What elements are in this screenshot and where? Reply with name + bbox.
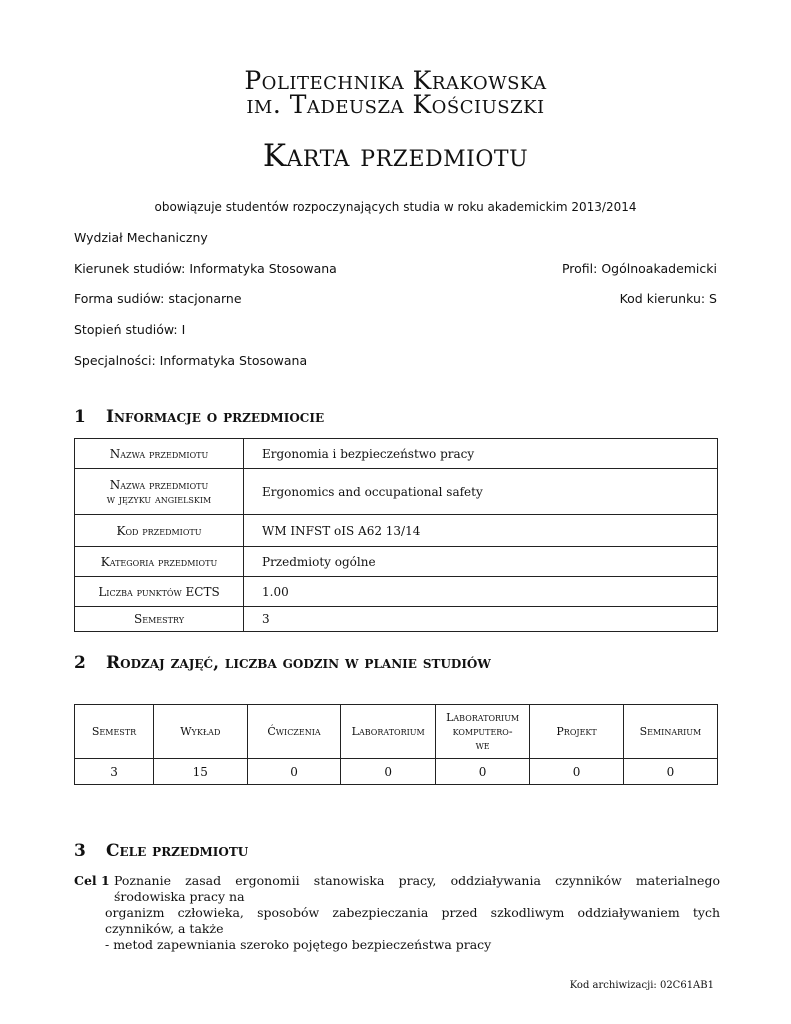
field-code: Kod kierunku: S <box>619 291 717 306</box>
table-row <box>75 515 718 547</box>
course-goal <box>74 873 720 953</box>
row-value: Ergonomics and occupational safety <box>244 469 718 515</box>
row-value: 1.00 <box>244 577 718 607</box>
field-of-study: Kierunek studiów: Informatyka Stosowana <box>74 261 337 276</box>
row-value: Ergonomia i bezpieczeństwo pracy <box>244 439 718 469</box>
value-computer-lab: 0 <box>435 759 529 785</box>
value-exercises: 0 <box>247 759 341 785</box>
table-header-row <box>75 705 718 759</box>
section-3-title: Cele przedmiotu <box>106 841 249 861</box>
table-row <box>75 439 718 469</box>
header-project: Projekt <box>530 705 624 759</box>
row-key: Liczba punktów ECTS <box>75 577 244 607</box>
header-seminar: Seminarium <box>623 705 717 759</box>
section-3-number: 3 <box>74 841 86 861</box>
goal-label: Cel 1 <box>74 873 110 888</box>
specialization: Specjalności: Informatyka Stosowana <box>74 353 308 368</box>
course-info-table <box>74 438 718 632</box>
archive-code: Kod archiwizacji: 02C61AB1 <box>569 980 714 991</box>
row-key: Kategoria przedmiotu <box>75 547 244 577</box>
section-3-heading <box>74 841 248 861</box>
class-hours-table <box>74 704 718 785</box>
row-key-line1: Nazwa przedmiotu <box>109 477 209 492</box>
row-value: WM INFST oIS A62 13/14 <box>244 515 718 547</box>
table-row <box>75 547 718 577</box>
validity-note: obowiązuje studentów rozpoczynających studia w roku akademickim 2013/2014 <box>154 200 637 214</box>
goal-line2: organizm człowieka, sposobów zabezpieczania przed szkodliwym oddziaływaniem tych czynników, a także <box>105 905 720 936</box>
section-2-heading <box>74 653 491 673</box>
row-value: Przedmioty ogólne <box>244 547 718 577</box>
section-1-title: Informacje o przedmiocie <box>106 407 325 427</box>
document-title: Karta przedmiotu <box>262 138 529 174</box>
study-form: Forma sudiów: stacjonarne <box>74 291 242 306</box>
value-laboratory: 0 <box>341 759 435 785</box>
table-row <box>75 759 718 785</box>
row-key: Kod przedmiotu <box>75 515 244 547</box>
section-2-number: 2 <box>74 653 86 673</box>
profile: Profil: Ogólnoakademicki <box>561 261 717 276</box>
row-value: 3 <box>244 607 718 632</box>
row-key-line2: w języku angielskim <box>106 491 212 506</box>
table-row <box>75 469 718 515</box>
row-key <box>75 469 244 515</box>
goal-line1: Poznanie zasad ergonomii stanowiska pracy, oddziaływania czynników materialnego środowiska pracy na <box>114 873 720 904</box>
university-name-line2: im. Tadeusza Kościuszki <box>246 90 545 119</box>
row-key: Nazwa przedmiotu <box>75 439 244 469</box>
header-lecture: Wykład <box>154 705 248 759</box>
table-row <box>75 577 718 607</box>
computer-lab-line1: Laboratorium <box>446 710 520 724</box>
value-seminar: 0 <box>623 759 717 785</box>
value-project: 0 <box>530 759 624 785</box>
header-semester: Semestr <box>75 705 154 759</box>
table-row <box>75 607 718 632</box>
header-exercises: Ćwiczenia <box>247 705 341 759</box>
header-computer-lab <box>435 705 529 759</box>
section-1-number: 1 <box>74 407 86 427</box>
computer-lab-line3: we <box>475 738 490 752</box>
goal-line3: - metod zapewniania szeroko pojętego bezpieczeństwa pracy <box>105 937 492 952</box>
section-2-title: Rodzaj zajęć, liczba godzin w planie studiów <box>106 653 491 673</box>
row-key: Semestry <box>75 607 244 632</box>
study-degree: Stopień studiów: I <box>74 322 186 337</box>
header-laboratory: Laboratorium <box>341 705 435 759</box>
section-1-heading <box>74 407 324 427</box>
university-name-line1: Politechnika Krakowska <box>244 66 547 95</box>
value-semester: 3 <box>75 759 154 785</box>
computer-lab-line2: komputero- <box>452 724 513 738</box>
faculty: Wydział Mechaniczny <box>74 230 208 245</box>
value-lecture: 15 <box>154 759 248 785</box>
